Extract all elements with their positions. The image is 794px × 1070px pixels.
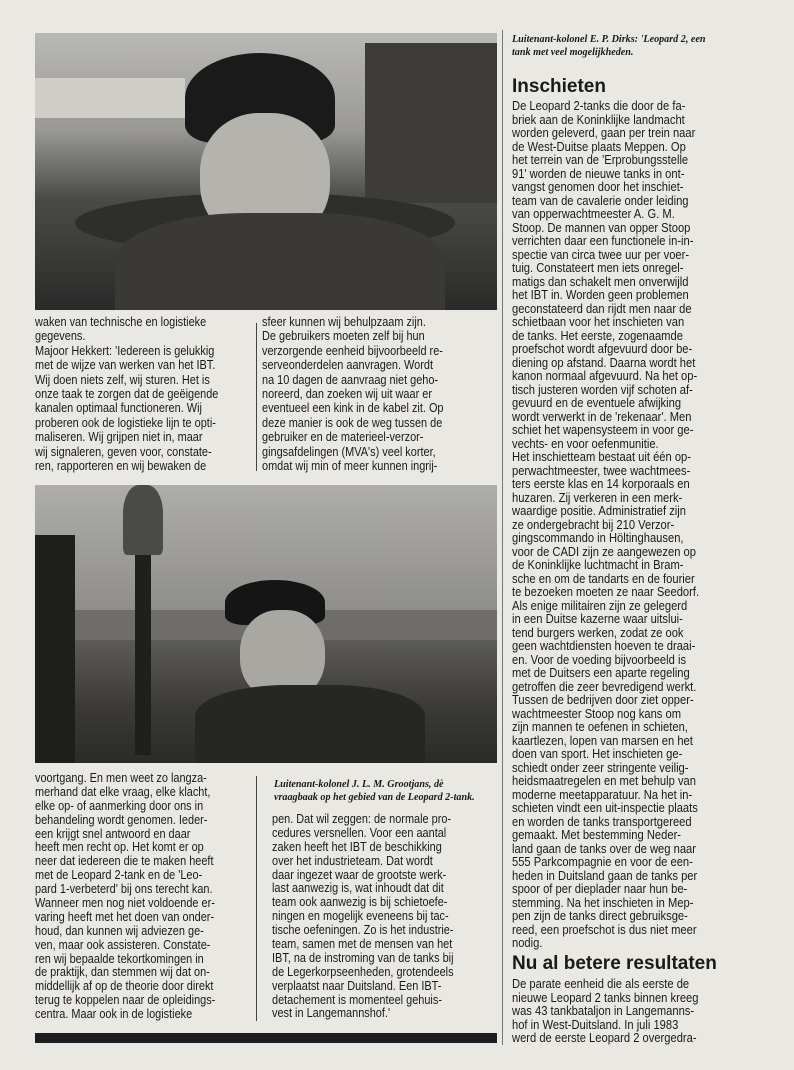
caption-line: vraagbaak op het gebied van de Leopard 2-tank. bbox=[274, 791, 475, 803]
text-line: team ook aanwezig is bij schietoefe- bbox=[272, 894, 448, 910]
bottom-column-2 bbox=[272, 812, 497, 1020]
text-line: tische oefeningen. Zo is het industrie- bbox=[272, 922, 454, 938]
text-line: briek aan de Koninklijke landmacht bbox=[512, 111, 685, 127]
caption-line: tank met veel mogelijkheden. bbox=[512, 46, 634, 58]
photo-officer-dirks bbox=[35, 33, 497, 310]
text-line: heden in Duitsland gaan de tanks per bbox=[512, 867, 698, 883]
text-line: team, samen met de mensen van het bbox=[272, 936, 453, 952]
text-line: wachtmeester Stoop nog kans om bbox=[512, 705, 682, 721]
text-line: de tanks. Het eerste, zogenaamde bbox=[512, 327, 683, 343]
column-divider bbox=[256, 776, 257, 1021]
text-line: Als enige militairen zijn ze gelegerd bbox=[512, 597, 688, 613]
tripod-shape bbox=[135, 555, 151, 755]
text-line: voortgang. En men weet zo langza- bbox=[35, 770, 207, 785]
text-line: deze manier is ook de weg tussen de bbox=[262, 414, 443, 430]
section-heading: Inschieten bbox=[512, 76, 606, 97]
text-line: terug te koppelen naar de opleidings- bbox=[35, 992, 216, 1008]
text-line: team van de cavalerie onder leiding bbox=[512, 192, 689, 208]
text-line: cedures versnellen. Voor een aantal bbox=[272, 824, 447, 840]
text-line: De Leopard 2-tanks die door de fa- bbox=[512, 98, 686, 113]
text-line: centra. Maar ook in de logistieke bbox=[35, 1006, 193, 1022]
text-line: ningen en mogelijk eveneens bij tac- bbox=[272, 908, 449, 924]
periscope-shape bbox=[123, 485, 163, 555]
text-line: schietbaan voor het inschieten van bbox=[512, 314, 685, 329]
text-line: ven, maar ook assisteren. Constate- bbox=[35, 936, 211, 952]
text-line: ren, rapporteren en wij bewaken de bbox=[35, 457, 207, 473]
section-heading: Nu al betere resultaten bbox=[512, 953, 717, 974]
jacket-shape bbox=[195, 685, 425, 763]
text-line: tisch justeren worden vijf schoten af- bbox=[512, 381, 693, 397]
photo1-caption bbox=[512, 33, 706, 59]
text-line: heidsmaatregelen en met behulp van bbox=[512, 773, 696, 788]
right-column-continued bbox=[512, 977, 762, 1045]
text-line: last aanwezig is, wat inhoudt dat dit bbox=[272, 880, 444, 896]
text-line: het terrein van de 'Erprobungsstelle bbox=[512, 152, 689, 167]
caption-line: Luitenant-kolonel E. P. Dirks: 'Leopard 2, een bbox=[512, 33, 706, 45]
text-line: De gebruikers moeten zelf bij hun bbox=[262, 328, 425, 344]
text-line: geconstateerd dan rijdt men naar de bbox=[512, 300, 692, 316]
text-line: wordt verwerkt in de 'rekenaar'. Men bbox=[512, 408, 692, 424]
text-line: worden geleverd, gaan per trein naar bbox=[512, 125, 696, 140]
text-line: nodig. bbox=[512, 935, 543, 950]
text-line: zaken heeft het IBT de beschikking bbox=[272, 838, 442, 854]
text-line: huzaren. Zij verkeren in een merk- bbox=[512, 489, 683, 505]
text-line: pard 1-verbeterd' bij ons terecht kan. bbox=[35, 881, 213, 897]
text-line: doen van sport. Het inschieten ge- bbox=[512, 746, 683, 761]
text-line: verzorgende eenheid bijvoorbeeld re- bbox=[262, 342, 443, 358]
text-line: heeft men recht op. Het komt er op bbox=[35, 839, 204, 855]
jacket-shape bbox=[115, 213, 445, 310]
text-line: schieten vindt een uit-inspectie plaats bbox=[512, 800, 698, 815]
text-line: diening op afstand. Daarna wordt het bbox=[512, 354, 696, 370]
text-line: tend burgers werken, zodat ze ook bbox=[512, 624, 684, 640]
text-line: de praktijk, dan stemmen wij dat on- bbox=[35, 964, 210, 980]
text-line: nieuwe Leopard 2 tanks binnen kreeg bbox=[512, 989, 699, 1005]
text-line: met de Leopard 2-tank en de 'Leo- bbox=[35, 867, 203, 883]
text-line: houd, dan kunnen wij adviezen ge- bbox=[35, 922, 204, 938]
text-line: moderne meetapparatuur. Na het in- bbox=[512, 786, 693, 802]
text-line: Stoop. De mannen van opper Stoop bbox=[512, 219, 691, 235]
text-line: te bezoeken moeten ze naar Seedorf. bbox=[512, 584, 700, 599]
text-line: land gaan de tanks over de weg naar bbox=[512, 840, 696, 856]
text-line: omdat wij min of meer kunnen ingrij- bbox=[262, 457, 438, 473]
text-line: schiedt onder zeer stringente veilig- bbox=[512, 759, 689, 775]
person-silhouette bbox=[35, 535, 75, 763]
photo2-caption bbox=[274, 778, 475, 804]
text-line: waken van technische en logistieke bbox=[35, 314, 207, 329]
text-line: IBT, na de instroming van de tanks bij bbox=[272, 949, 454, 965]
text-line: Wanneer men nog niet voldoende er- bbox=[35, 895, 215, 911]
text-line: onze taak te zorgen dat de geëigende bbox=[35, 385, 219, 401]
text-line: pen. Dat wil zeggen: de normale pro- bbox=[272, 811, 452, 826]
text-line: eventueel een kink in de kabel zit. Op bbox=[262, 400, 444, 416]
text-line: vangst genomen door het inschiet- bbox=[512, 179, 684, 194]
text-line: behandeling wordt genomen. Ieder- bbox=[35, 811, 208, 827]
text-line: De parate eenheid die als eerste de bbox=[512, 976, 690, 991]
text-line: spectie van circa twee uur per voer- bbox=[512, 246, 690, 262]
text-line: varing heeft met het doen van onder- bbox=[35, 908, 215, 924]
text-line: serveonderdelen aanvragen. Wordt bbox=[262, 357, 433, 373]
text-line: gingsafdelingen (MVA's) veel korter, bbox=[262, 443, 436, 459]
top-column-2 bbox=[262, 315, 497, 473]
text-line: reed, een proefschot is dus niet meer bbox=[512, 921, 697, 937]
text-line: kanalen optimaal functioneren. Wij bbox=[35, 400, 202, 416]
text-line: was 43 tankbataljon in Langemanns- bbox=[512, 1003, 695, 1018]
photo-officer-grootjans bbox=[35, 485, 497, 763]
text-line: ters eerste klas en 14 korporaals en bbox=[512, 476, 690, 491]
text-line: van opperwachtmeester A. G. M. bbox=[512, 206, 675, 221]
text-line: gemaakt. Met bestemming Neder- bbox=[512, 827, 682, 842]
text-line: maliseren. Wij grijpen niet in, maar bbox=[35, 429, 203, 445]
text-line: ze ondergebracht bij 210 Verzor- bbox=[512, 516, 675, 532]
text-line: voor de CADI zijn ze aangewezen op bbox=[512, 543, 696, 559]
text-line: na 10 dagen de aanvraag niet geho- bbox=[262, 371, 439, 387]
text-line: tuig. Constateert men iets onregel- bbox=[512, 260, 684, 275]
text-line: waardige positie. Administratief zijn bbox=[512, 503, 687, 518]
text-line: getroffen die zeer bevredigend werkt. bbox=[512, 678, 697, 694]
top-column-1 bbox=[35, 315, 253, 473]
text-line: gebruiker en de materieel-verzor- bbox=[262, 429, 424, 445]
column-divider bbox=[502, 30, 503, 1045]
text-line: Het inschietteam bestaat uit één op- bbox=[512, 449, 691, 464]
text-line: een krijgt snel antwoord en daar bbox=[35, 825, 191, 841]
text-line: stemming. Na het inschieten in Mep- bbox=[512, 894, 694, 910]
text-line: Wij doen niets zelf, wij sturen. Het is bbox=[35, 371, 210, 387]
text-line: neer dat iedereen die te maken heeft bbox=[35, 853, 214, 869]
text-line: perwachtmeester, twee wachtmees- bbox=[512, 462, 691, 478]
caption-line: Luitenant-kolonel J. L. M. Grootjans, dè bbox=[274, 778, 444, 790]
text-line: matigs dan schakelt men onverwijld bbox=[512, 273, 689, 289]
text-line: werd de eerste Leopard 2 overgedra- bbox=[512, 1030, 697, 1045]
text-line: met de wijze van werken van het IBT. bbox=[35, 357, 216, 373]
text-line: in een Duitse kazerne waar uitslui- bbox=[512, 611, 683, 626]
text-line: het IBT in. Worden geen problemen bbox=[512, 287, 689, 302]
right-column bbox=[512, 99, 762, 950]
bottom-rule bbox=[35, 1033, 497, 1043]
bottom-column-1 bbox=[35, 771, 253, 1021]
text-line: proberen ook de logistieke lijn te opti- bbox=[35, 414, 216, 430]
text-line: kanon normaal afgevuurd. Na het op- bbox=[512, 368, 698, 383]
text-line: merhand dat elke vraag, elke klacht, bbox=[35, 783, 211, 799]
text-line: sfeer kunnen wij behulpzaam zijn. bbox=[262, 314, 426, 329]
text-line: en worden de tanks transportgereed bbox=[512, 813, 692, 829]
text-line: wij signaleren, geven voor, constate- bbox=[35, 443, 212, 459]
text-line: Tussen de bedrijven door ziet opper- bbox=[512, 692, 694, 707]
text-line: proefschot wordt afgevuurd door be- bbox=[512, 341, 693, 356]
text-line: 555 Parkcompagnie en voor de een- bbox=[512, 854, 693, 869]
text-line: zijn mannen te oefenen in schieten, bbox=[512, 719, 688, 734]
text-line: detachement is momenteel gehuis- bbox=[272, 991, 442, 1007]
text-line: elke op- of aanmerking door ons in bbox=[35, 797, 204, 813]
text-line: hof in West-Duitsland. In juli 1983 bbox=[512, 1016, 679, 1032]
text-line: pen zijn de tanks direct gebruiksge- bbox=[512, 908, 688, 923]
text-line: de West-Duitse plaats Meppen. Op bbox=[512, 138, 686, 154]
text-line: de Legerkorpseenheden, grotendeels bbox=[272, 963, 454, 979]
column-divider bbox=[256, 323, 257, 471]
text-line: verrichten daar een functionele in-in- bbox=[512, 233, 694, 248]
text-line: spoor of per dieplader naar hun be- bbox=[512, 881, 688, 896]
text-line: vest in Langemannshof.' bbox=[272, 1005, 391, 1021]
building-shape bbox=[365, 43, 497, 203]
text-line: middellijk af op de theorie door direkt bbox=[35, 978, 214, 994]
text-line: vechts- en voor oefenmunitie. bbox=[512, 435, 659, 451]
text-line: kaartlezen, lopen van marsen en het bbox=[512, 732, 693, 748]
text-line: 91' worden de nieuwe tanks in ont- bbox=[512, 165, 685, 181]
text-line: gegevens. bbox=[35, 328, 86, 344]
building-shape bbox=[35, 78, 185, 118]
text-line: Majoor Hekkert: 'Iedereen is gelukkig bbox=[35, 342, 215, 358]
text-line: schiet het wapensysteem in voor ge- bbox=[512, 422, 694, 437]
text-line: en. Voor de voeding bijvoorbeeld is bbox=[512, 651, 687, 667]
text-line: verplaatst naar Duitsland. Een IBT- bbox=[272, 977, 442, 993]
text-line: sche en om de tandarts en de fourier bbox=[512, 570, 695, 586]
text-line: over het industrieteam. Dat wordt bbox=[272, 852, 433, 868]
text-line: met de Duitsers een aparte regeling bbox=[512, 665, 690, 680]
text-line: ren wij bepaalde tekortkomingen in bbox=[35, 950, 204, 966]
text-line: de Koninklijke luchtmacht in Bram- bbox=[512, 557, 684, 572]
text-line: gevuurd en de eventuele afwijking bbox=[512, 395, 682, 410]
text-line: gingscommando in Höltinghausen, bbox=[512, 530, 684, 545]
text-line: geen wachtdiensten hoeven te draai- bbox=[512, 638, 696, 653]
text-line: daar ingezet waar de grootste werk- bbox=[272, 866, 447, 882]
text-line: noreerd, dan zoeken wij uit waar er bbox=[262, 385, 432, 401]
